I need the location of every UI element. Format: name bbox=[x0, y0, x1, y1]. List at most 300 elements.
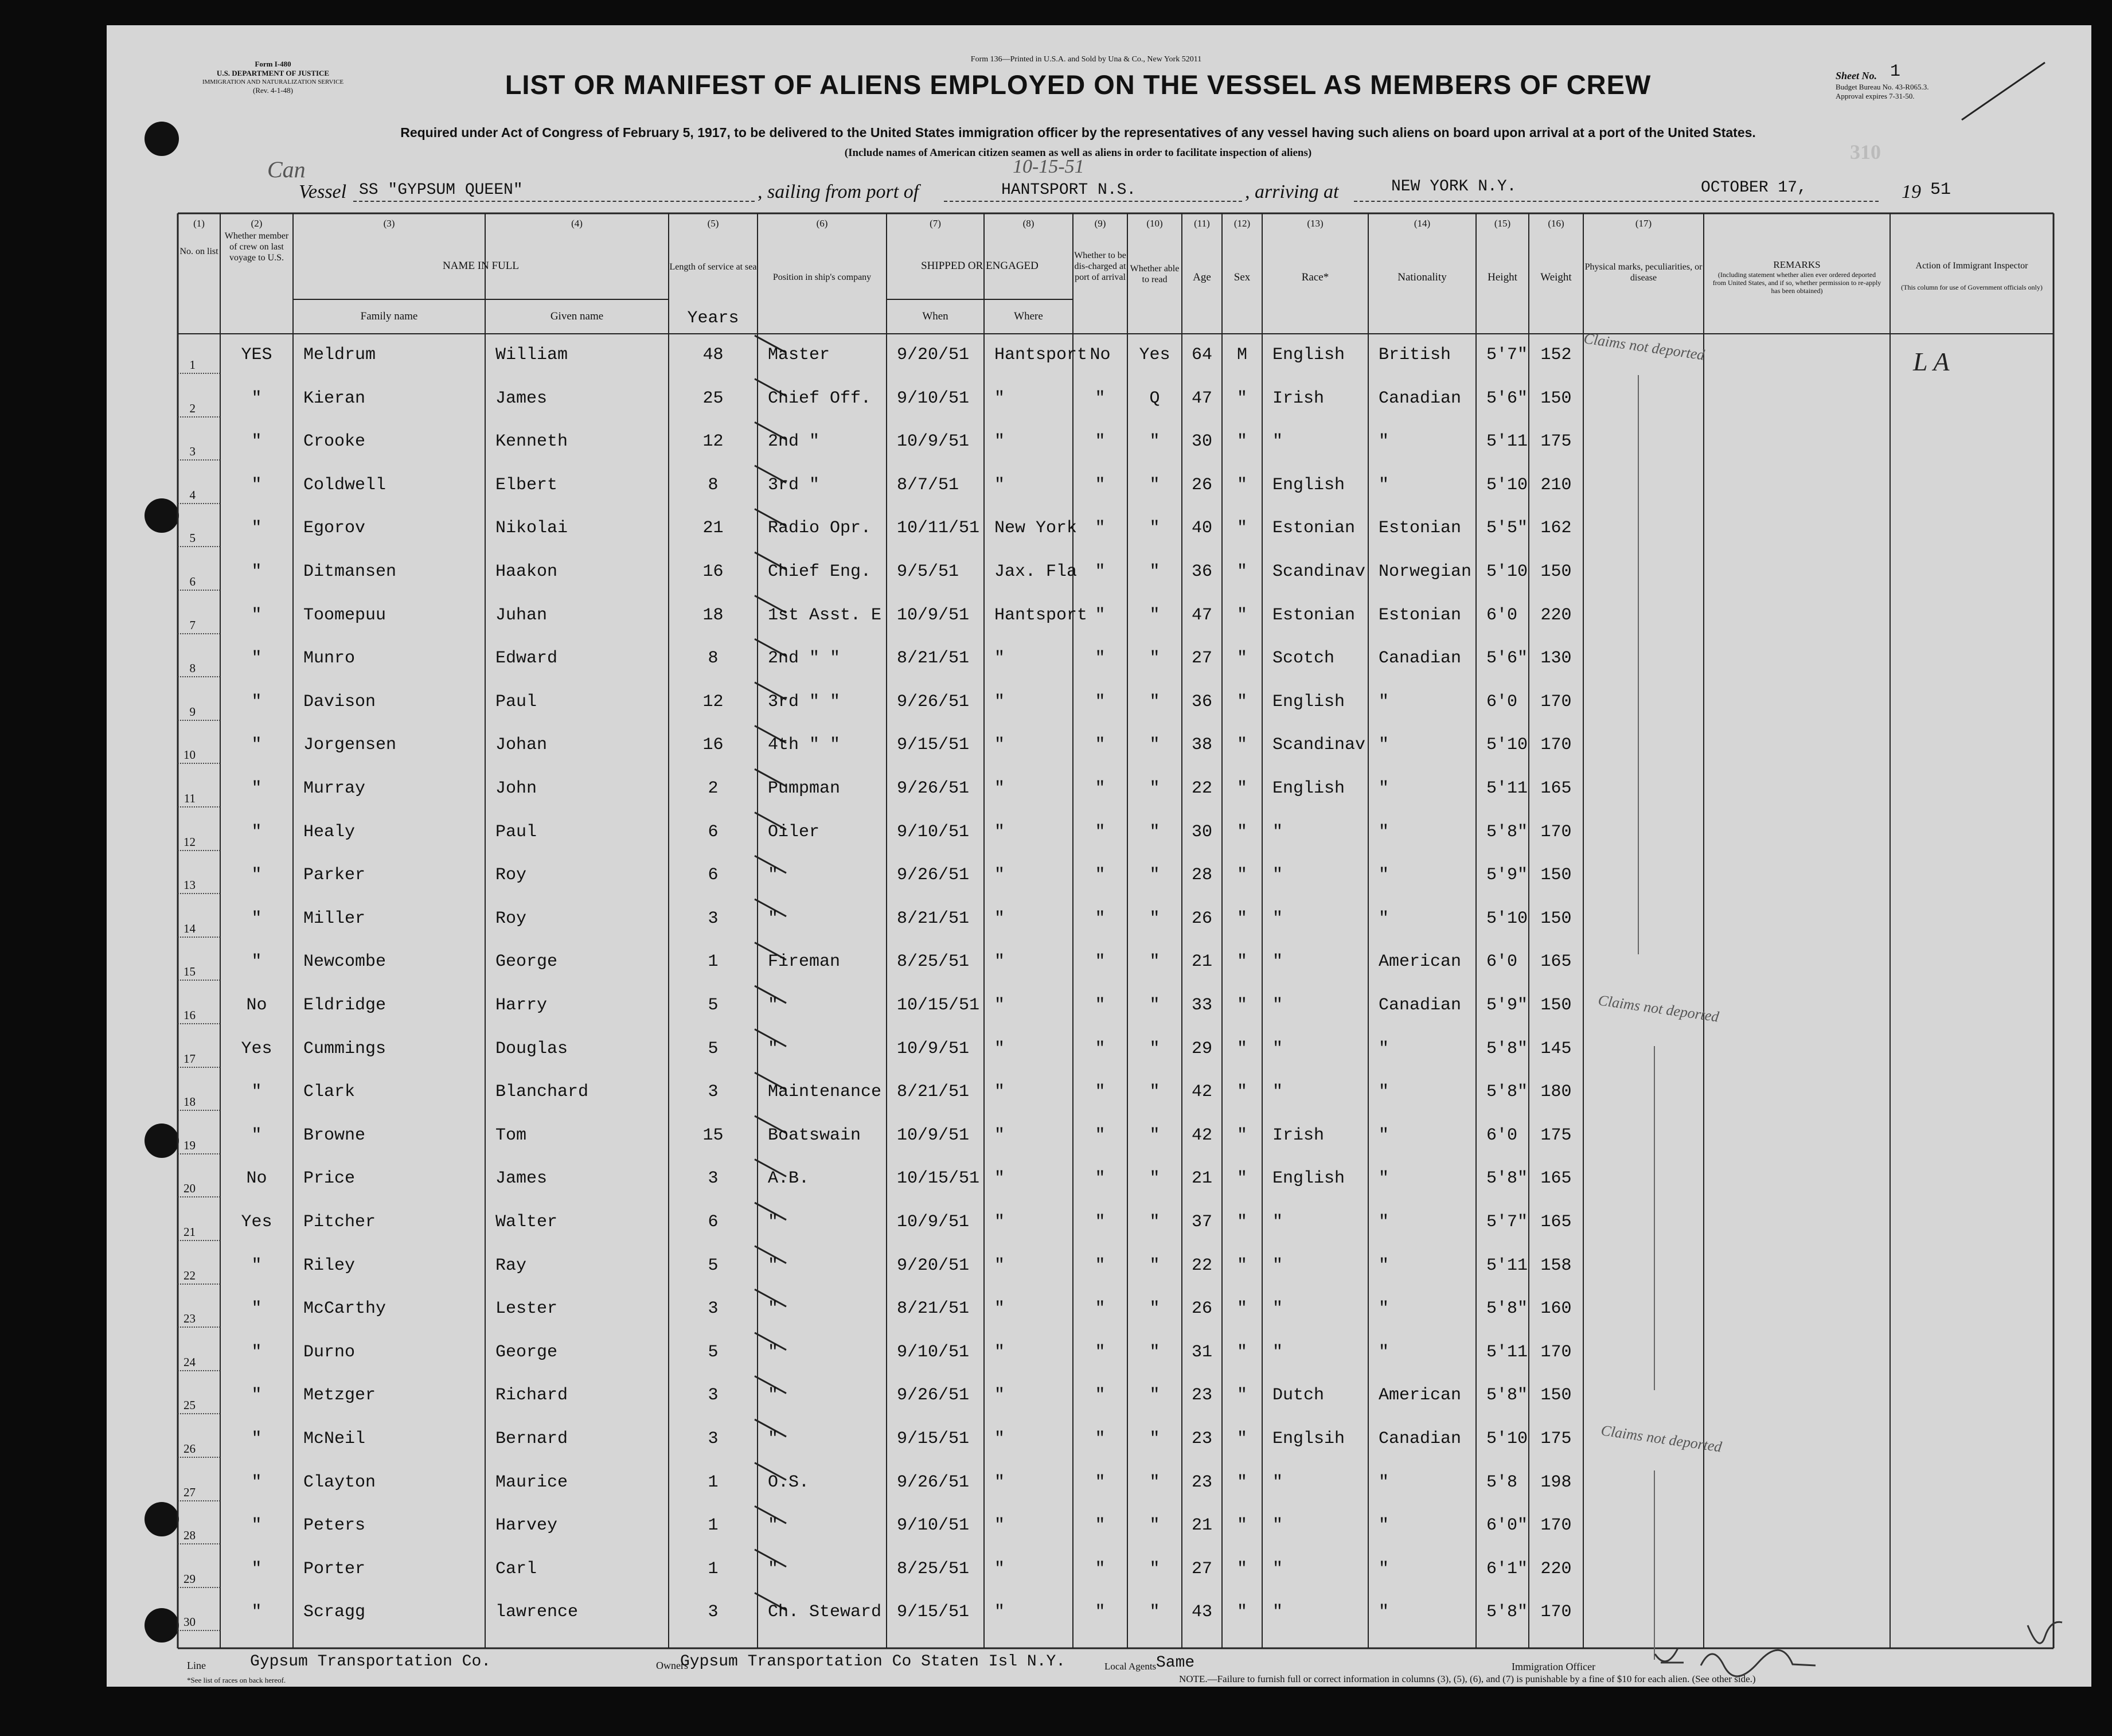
cell-read: " bbox=[1149, 475, 1160, 495]
row-number: 30 bbox=[184, 1615, 196, 1629]
header-where: Where bbox=[1014, 310, 1043, 322]
header-able-to-read: Whether able to read bbox=[1130, 264, 1180, 284]
cell-where: " bbox=[994, 952, 1005, 972]
cell-height: 5'5" bbox=[1486, 518, 1528, 539]
cell-dis: " bbox=[1095, 1082, 1106, 1102]
remark-claims-2: Claims not deported bbox=[1597, 992, 1720, 1025]
cell-race: Irish bbox=[1272, 388, 1325, 408]
cell-height: 5'8 bbox=[1486, 1472, 1518, 1492]
cell-sex: " bbox=[1236, 562, 1247, 582]
cell-family: Egorov bbox=[303, 518, 366, 539]
cell-nationality: " bbox=[1379, 822, 1389, 842]
cell-where: " bbox=[994, 1212, 1005, 1232]
cell-position: 2nd " " bbox=[768, 649, 841, 669]
cell-dis: " bbox=[1095, 1125, 1106, 1145]
row-dots bbox=[178, 1240, 220, 1241]
cell-years: 25 bbox=[702, 388, 724, 408]
row-dots bbox=[178, 980, 220, 981]
header-height: Height bbox=[1488, 271, 1517, 283]
cell-nationality: American bbox=[1379, 952, 1462, 972]
column-number: (9) bbox=[1094, 218, 1106, 229]
cell-height: 5'7" bbox=[1486, 345, 1528, 365]
row-number: 12 bbox=[184, 834, 196, 849]
cell-nationality: " bbox=[1379, 1516, 1389, 1536]
cell-prev: " bbox=[251, 388, 262, 408]
cell-race: " bbox=[1272, 1342, 1283, 1362]
cell-prev: " bbox=[251, 562, 262, 582]
cell-where: " bbox=[994, 1342, 1005, 1362]
manifest-sheet bbox=[107, 25, 2091, 1687]
row-dots bbox=[178, 720, 220, 721]
cell-height: 5'9" bbox=[1486, 865, 1528, 885]
cell-nationality: " bbox=[1379, 1559, 1389, 1579]
cell-height: 6'0 bbox=[1486, 952, 1518, 972]
cell-prev: " bbox=[251, 735, 262, 755]
cell-prev: " bbox=[251, 1125, 262, 1145]
cell-prev: " bbox=[251, 432, 262, 452]
column-number: (2) bbox=[251, 218, 263, 229]
cell-when: 9/26/51 bbox=[897, 779, 970, 798]
cell-prev: " bbox=[251, 475, 262, 495]
column-number: (8) bbox=[1022, 218, 1034, 229]
cell-height: 5'10 bbox=[1486, 475, 1528, 495]
cell-sex: " bbox=[1236, 1299, 1247, 1319]
cell-sex: " bbox=[1236, 779, 1247, 798]
cell-dis: " bbox=[1095, 649, 1106, 669]
header-position: Position in ship's company bbox=[772, 272, 872, 282]
cell-where: " bbox=[994, 388, 1005, 408]
cell-read: " bbox=[1149, 1082, 1160, 1102]
cell-where: New York bbox=[994, 518, 1078, 539]
cell-race: Irish bbox=[1272, 1125, 1325, 1145]
header-family-name: Family name bbox=[360, 310, 418, 322]
cell-sex: " bbox=[1236, 1125, 1247, 1145]
cell-race: " bbox=[1272, 1299, 1283, 1319]
cell-age: 36 bbox=[1191, 692, 1212, 712]
cell-sex: " bbox=[1236, 388, 1247, 408]
cell-height: 5'7" bbox=[1486, 1212, 1528, 1232]
cell-where: " bbox=[994, 432, 1005, 452]
cell-position: Chief Eng. bbox=[768, 562, 872, 582]
cell-when: 8/25/51 bbox=[897, 952, 970, 972]
cell-family: Newcombe bbox=[303, 952, 387, 972]
cell-dis: " bbox=[1095, 1039, 1106, 1059]
cell-prev: " bbox=[251, 822, 262, 842]
cell-given: Douglas bbox=[495, 1039, 568, 1059]
row-number: 20 bbox=[184, 1181, 196, 1196]
row-dots bbox=[178, 1327, 220, 1328]
cell-age: 26 bbox=[1191, 1299, 1212, 1319]
cell-family: Peters bbox=[303, 1516, 366, 1536]
column-number: (10) bbox=[1146, 218, 1163, 229]
cell-position: Maintenance bbox=[768, 1082, 882, 1102]
row-dots bbox=[178, 1110, 220, 1111]
cell-family: Miller bbox=[303, 908, 366, 929]
row-number: 2 bbox=[189, 401, 196, 415]
cell-age: 26 bbox=[1191, 475, 1212, 495]
cell-read: " bbox=[1149, 822, 1160, 842]
header-weight: Weight bbox=[1540, 271, 1572, 283]
cell-height: 6'0 bbox=[1486, 605, 1518, 625]
cell-read: " bbox=[1149, 562, 1160, 582]
agents-value: Same bbox=[1156, 1654, 1195, 1672]
cell-position: " bbox=[768, 865, 779, 885]
column-number: (14) bbox=[1414, 218, 1431, 229]
cell-years: 1 bbox=[708, 952, 719, 972]
sheet-label: Sheet No. bbox=[1836, 70, 1877, 81]
cell-where: " bbox=[994, 1386, 1005, 1406]
cell-weight: 175 bbox=[1540, 432, 1572, 452]
cell-given: George bbox=[495, 952, 558, 972]
cell-when: 9/15/51 bbox=[897, 1429, 970, 1449]
cell-family: Cummings bbox=[303, 1039, 387, 1059]
cell-read: " bbox=[1149, 649, 1160, 669]
cell-read: " bbox=[1149, 996, 1160, 1015]
row-dots bbox=[178, 1500, 220, 1501]
cell-dis: " bbox=[1095, 388, 1106, 408]
cell-given: lawrence bbox=[495, 1602, 579, 1622]
cell-race: " bbox=[1272, 865, 1283, 885]
cell-nationality: " bbox=[1379, 1125, 1389, 1145]
cell-age: 31 bbox=[1191, 1342, 1212, 1362]
header-given-name: Given name bbox=[550, 310, 604, 322]
cell-years: 1 bbox=[708, 1472, 719, 1492]
cell-height: 5'10 bbox=[1486, 908, 1528, 929]
cell-race: " bbox=[1272, 908, 1283, 929]
header-inspector-action: Action of Immigrant Inspector bbox=[1915, 261, 2028, 271]
cell-weight: 130 bbox=[1540, 649, 1572, 669]
cell-weight: 170 bbox=[1540, 692, 1572, 712]
cell-years: 2 bbox=[708, 779, 719, 798]
cell-nationality: American bbox=[1379, 1386, 1462, 1406]
cell-read: " bbox=[1149, 735, 1160, 755]
cell-sex: " bbox=[1236, 475, 1247, 495]
row-dots bbox=[178, 1023, 220, 1024]
row-dots bbox=[178, 763, 220, 764]
column-number: (4) bbox=[571, 218, 583, 229]
row-dots bbox=[178, 503, 220, 504]
column-number: (12) bbox=[1233, 218, 1251, 229]
cell-height: 5'8" bbox=[1486, 1386, 1528, 1406]
races-note: *See list of races on back hereof. bbox=[187, 1676, 286, 1684]
cell-where: " bbox=[994, 475, 1005, 495]
cell-weight: 150 bbox=[1540, 388, 1572, 408]
cell-dis: " bbox=[1095, 432, 1106, 452]
cell-prev: " bbox=[251, 1255, 262, 1275]
cell-position: " bbox=[768, 1299, 779, 1319]
cell-race: English bbox=[1272, 475, 1345, 495]
cell-where: Jax. Fla bbox=[994, 562, 1078, 582]
form-id: Form I-480 bbox=[255, 60, 291, 68]
cell-years: 5 bbox=[708, 996, 719, 1015]
cell-read: " bbox=[1149, 692, 1160, 712]
cell-sex: " bbox=[1236, 1082, 1247, 1102]
cell-nationality: British bbox=[1379, 345, 1451, 365]
cell-family: Jorgensen bbox=[303, 735, 397, 755]
cell-age: 64 bbox=[1191, 345, 1212, 365]
owners-value: Gypsum Transportation Co Staten Isl N.Y. bbox=[680, 1653, 1066, 1671]
row-number: 4 bbox=[189, 487, 196, 502]
cell-sex: " bbox=[1236, 865, 1247, 885]
column-number: (7) bbox=[930, 218, 941, 229]
cell-when: 9/20/51 bbox=[897, 345, 970, 365]
row-number: 7 bbox=[189, 618, 196, 632]
cell-where: " bbox=[994, 1299, 1005, 1319]
column-number: (16) bbox=[1548, 218, 1564, 229]
cell-when: 10/15/51 bbox=[897, 1169, 980, 1189]
cell-dis: " bbox=[1095, 1472, 1106, 1492]
arrival-port: NEW YORK N.Y. bbox=[1391, 178, 1517, 196]
cell-position: " bbox=[768, 908, 779, 929]
cell-height: 5'11 bbox=[1486, 1255, 1528, 1275]
cell-where: " bbox=[994, 692, 1005, 712]
cell-dis: " bbox=[1095, 1212, 1106, 1232]
cell-position: Oiler bbox=[768, 822, 820, 842]
cell-read: " bbox=[1149, 605, 1160, 625]
cell-given: Paul bbox=[495, 692, 537, 712]
sailing-label: , sailing from port of bbox=[758, 181, 919, 202]
cell-race: " bbox=[1272, 1082, 1283, 1102]
cell-nationality: " bbox=[1379, 1212, 1389, 1232]
cell-weight: 150 bbox=[1540, 562, 1572, 582]
row-number: 6 bbox=[189, 575, 196, 588]
cell-when: 8/21/51 bbox=[897, 649, 970, 669]
cell-height: 5'11 bbox=[1486, 1342, 1528, 1362]
cell-nationality: Estonian bbox=[1379, 605, 1462, 625]
cell-sex: " bbox=[1236, 1342, 1247, 1362]
cell-family: Ditmansen bbox=[303, 562, 397, 582]
cell-read: Q bbox=[1149, 388, 1160, 408]
cell-position: " bbox=[768, 1386, 779, 1406]
cell-age: 21 bbox=[1191, 952, 1212, 972]
cell-weight: 175 bbox=[1540, 1429, 1572, 1449]
cell-height: 5'10 bbox=[1486, 1429, 1528, 1449]
cell-prev: " bbox=[251, 1429, 262, 1449]
cell-nationality: " bbox=[1379, 692, 1389, 712]
row-number: 16 bbox=[184, 1008, 196, 1022]
cell-age: 47 bbox=[1191, 605, 1212, 625]
cell-weight: 150 bbox=[1540, 908, 1572, 929]
cell-age: 36 bbox=[1191, 562, 1212, 582]
cell-given: Elbert bbox=[495, 475, 558, 495]
cell-weight: 145 bbox=[1540, 1039, 1572, 1059]
cell-position: " bbox=[768, 1342, 779, 1362]
cell-race: " bbox=[1272, 1602, 1283, 1622]
cell-position: Master bbox=[768, 345, 830, 365]
row-number: 13 bbox=[184, 878, 196, 892]
cell-race: Scandinav bbox=[1272, 735, 1366, 755]
cell-weight: 150 bbox=[1540, 996, 1572, 1015]
cell-given: James bbox=[495, 1169, 548, 1189]
cell-sex: " bbox=[1236, 1429, 1247, 1449]
cell-position: 1st Asst. E bbox=[768, 605, 882, 625]
cell-nationality: Norwegian bbox=[1379, 562, 1472, 582]
row-number: 25 bbox=[184, 1398, 196, 1413]
cell-years: 16 bbox=[702, 735, 724, 755]
cell-height: 5'6" bbox=[1486, 388, 1528, 408]
cell-prev: " bbox=[251, 1342, 262, 1362]
cell-sex: " bbox=[1236, 1212, 1247, 1232]
cell-race: " bbox=[1272, 1212, 1283, 1232]
cell-family: Davison bbox=[303, 692, 376, 712]
cell-sex: " bbox=[1236, 692, 1247, 712]
cell-given: Harry bbox=[495, 996, 548, 1015]
cell-weight: 160 bbox=[1540, 1299, 1572, 1319]
cell-years: 5 bbox=[708, 1255, 719, 1275]
cell-given: William bbox=[495, 345, 568, 365]
row-number: 26 bbox=[184, 1442, 196, 1456]
cell-when: 9/10/51 bbox=[897, 1516, 970, 1536]
cell-family: McCarthy bbox=[303, 1299, 387, 1319]
cell-years: 3 bbox=[708, 908, 719, 929]
cell-age: 47 bbox=[1191, 388, 1212, 408]
cell-read: " bbox=[1149, 1212, 1160, 1232]
cell-weight: 158 bbox=[1540, 1255, 1572, 1275]
cell-age: 38 bbox=[1191, 735, 1212, 755]
cell-sex: " bbox=[1236, 518, 1247, 539]
cell-prev: Yes bbox=[241, 1039, 272, 1059]
cell-race: Estonian bbox=[1272, 605, 1356, 625]
stamp-number: 310 bbox=[1850, 141, 1881, 163]
cell-when: 9/15/51 bbox=[897, 1602, 970, 1622]
row-dots bbox=[178, 850, 220, 851]
cell-sex: " bbox=[1236, 649, 1247, 669]
cell-where: " bbox=[994, 996, 1005, 1015]
cell-nationality: Canadian bbox=[1379, 649, 1462, 669]
cell-height: 5'8" bbox=[1486, 1039, 1528, 1059]
cell-family: Scragg bbox=[303, 1602, 366, 1622]
cell-height: 6'0 bbox=[1486, 1125, 1518, 1145]
cell-race: Englsih bbox=[1272, 1429, 1345, 1449]
cell-given: Kenneth bbox=[495, 432, 568, 452]
cell-height: 5'10 bbox=[1486, 562, 1528, 582]
cell-sex: " bbox=[1236, 605, 1247, 625]
cell-dis: " bbox=[1095, 1299, 1106, 1319]
cell-nationality: " bbox=[1379, 779, 1389, 798]
cell-weight: 210 bbox=[1540, 475, 1572, 495]
column-number: (1) bbox=[193, 218, 205, 229]
cell-prev: No bbox=[246, 996, 267, 1015]
cell-age: 23 bbox=[1191, 1429, 1212, 1449]
header-discharged: Whether to be dis-charged at port of arrival bbox=[1074, 251, 1126, 282]
cell-dis: " bbox=[1095, 475, 1106, 495]
cell-nationality: " bbox=[1379, 1342, 1389, 1362]
row-dots bbox=[178, 1153, 220, 1154]
cell-age: 37 bbox=[1191, 1212, 1212, 1232]
cell-given: Bernard bbox=[495, 1429, 568, 1449]
cell-age: 27 bbox=[1191, 1559, 1212, 1579]
cell-read: " bbox=[1149, 865, 1160, 885]
cell-where: " bbox=[994, 1516, 1005, 1536]
cell-weight: 180 bbox=[1540, 1082, 1572, 1102]
cell-when: 10/9/51 bbox=[897, 1039, 970, 1059]
cell-race: Scandinav bbox=[1272, 562, 1366, 582]
row-dots bbox=[178, 1413, 220, 1414]
cell-height: 5'8" bbox=[1486, 1082, 1528, 1102]
cell-dis: " bbox=[1095, 1602, 1106, 1622]
cell-height: 5'8" bbox=[1486, 1169, 1528, 1189]
cell-where: " bbox=[994, 822, 1005, 842]
cell-weight: 150 bbox=[1540, 1386, 1572, 1406]
cell-nationality: " bbox=[1379, 1299, 1389, 1319]
cell-weight: 152 bbox=[1540, 345, 1572, 365]
cell-years: 3 bbox=[708, 1082, 719, 1102]
cell-family: Kieran bbox=[303, 388, 366, 408]
vessel-label: Vessel bbox=[299, 181, 347, 202]
cell-family: Porter bbox=[303, 1559, 366, 1579]
cell-where: " bbox=[994, 1602, 1005, 1622]
cell-nationality: Canadian bbox=[1379, 388, 1462, 408]
cell-prev: " bbox=[251, 952, 262, 972]
header-previous-voyage: Whether member of crew on last voyage to U.S. bbox=[224, 231, 289, 263]
cell-weight: 170 bbox=[1540, 1516, 1572, 1536]
cell-read: " bbox=[1149, 1039, 1160, 1059]
cell-years: 1 bbox=[708, 1559, 719, 1579]
cell-weight: 220 bbox=[1540, 605, 1572, 625]
cell-family: Clayton bbox=[303, 1472, 376, 1492]
cell-age: 27 bbox=[1191, 649, 1212, 669]
cell-nationality: Estonian bbox=[1379, 518, 1462, 539]
cell-given: Johan bbox=[495, 735, 548, 755]
service: IMMIGRATION AND NATURALIZATION SERVICE bbox=[202, 79, 344, 85]
row-number: 18 bbox=[184, 1095, 196, 1109]
cell-where: " bbox=[994, 1429, 1005, 1449]
arriving-label: , arriving at bbox=[1245, 181, 1339, 202]
cell-years: 3 bbox=[708, 1429, 719, 1449]
cell-where: " bbox=[994, 735, 1005, 755]
header-race: Race* bbox=[1301, 271, 1329, 283]
cell-years: 15 bbox=[702, 1125, 724, 1145]
row-number: 9 bbox=[189, 704, 196, 719]
vessel-name: SS "GYPSUM QUEEN" bbox=[359, 181, 523, 199]
cell-race: English bbox=[1272, 345, 1345, 365]
cell-sex: " bbox=[1236, 1386, 1247, 1406]
cell-age: 40 bbox=[1191, 518, 1212, 539]
cell-family: Price bbox=[303, 1169, 356, 1189]
header-name-in-full: NAME IN FULL bbox=[443, 260, 519, 272]
check-mark bbox=[2022, 1614, 2068, 1660]
cell-nationality: " bbox=[1379, 1039, 1389, 1059]
cell-position: 3rd " " bbox=[768, 692, 841, 712]
cell-dis: " bbox=[1095, 822, 1106, 842]
remark-claims-3: Claims not deported bbox=[1600, 1422, 1723, 1456]
cell-where: " bbox=[994, 1082, 1005, 1102]
cell-where: " bbox=[994, 1125, 1005, 1145]
cell-given: Carl bbox=[495, 1559, 537, 1579]
cell-years: 3 bbox=[708, 1386, 719, 1406]
cell-position: 4th " " bbox=[768, 735, 841, 755]
cell-when: 9/26/51 bbox=[897, 865, 970, 885]
cell-position: Boatswain bbox=[768, 1125, 861, 1145]
header-years-unit: Years bbox=[687, 309, 739, 328]
cell-given: Harvey bbox=[495, 1516, 558, 1536]
cell-age: 21 bbox=[1191, 1169, 1212, 1189]
row-number: 1 bbox=[189, 358, 196, 372]
cell-given: Roy bbox=[495, 908, 527, 929]
cell-prev: " bbox=[251, 1082, 262, 1102]
cell-height: 5'11 bbox=[1486, 432, 1528, 452]
printer-line: Form 136—Printed in U.S.A. and Sold by Una & Co., New York 52011 bbox=[970, 55, 1202, 64]
cell-when: 9/10/51 bbox=[897, 1342, 970, 1362]
cell-dis: " bbox=[1095, 562, 1106, 582]
header-nationality: Nationality bbox=[1397, 271, 1447, 283]
cell-nationality: " bbox=[1379, 1082, 1389, 1102]
header-age: Age bbox=[1193, 271, 1211, 283]
cell-race: " bbox=[1272, 1516, 1283, 1536]
cell-prev: " bbox=[251, 518, 262, 539]
cell-family: Meldrum bbox=[303, 345, 376, 365]
cell-race: English bbox=[1272, 1169, 1345, 1189]
